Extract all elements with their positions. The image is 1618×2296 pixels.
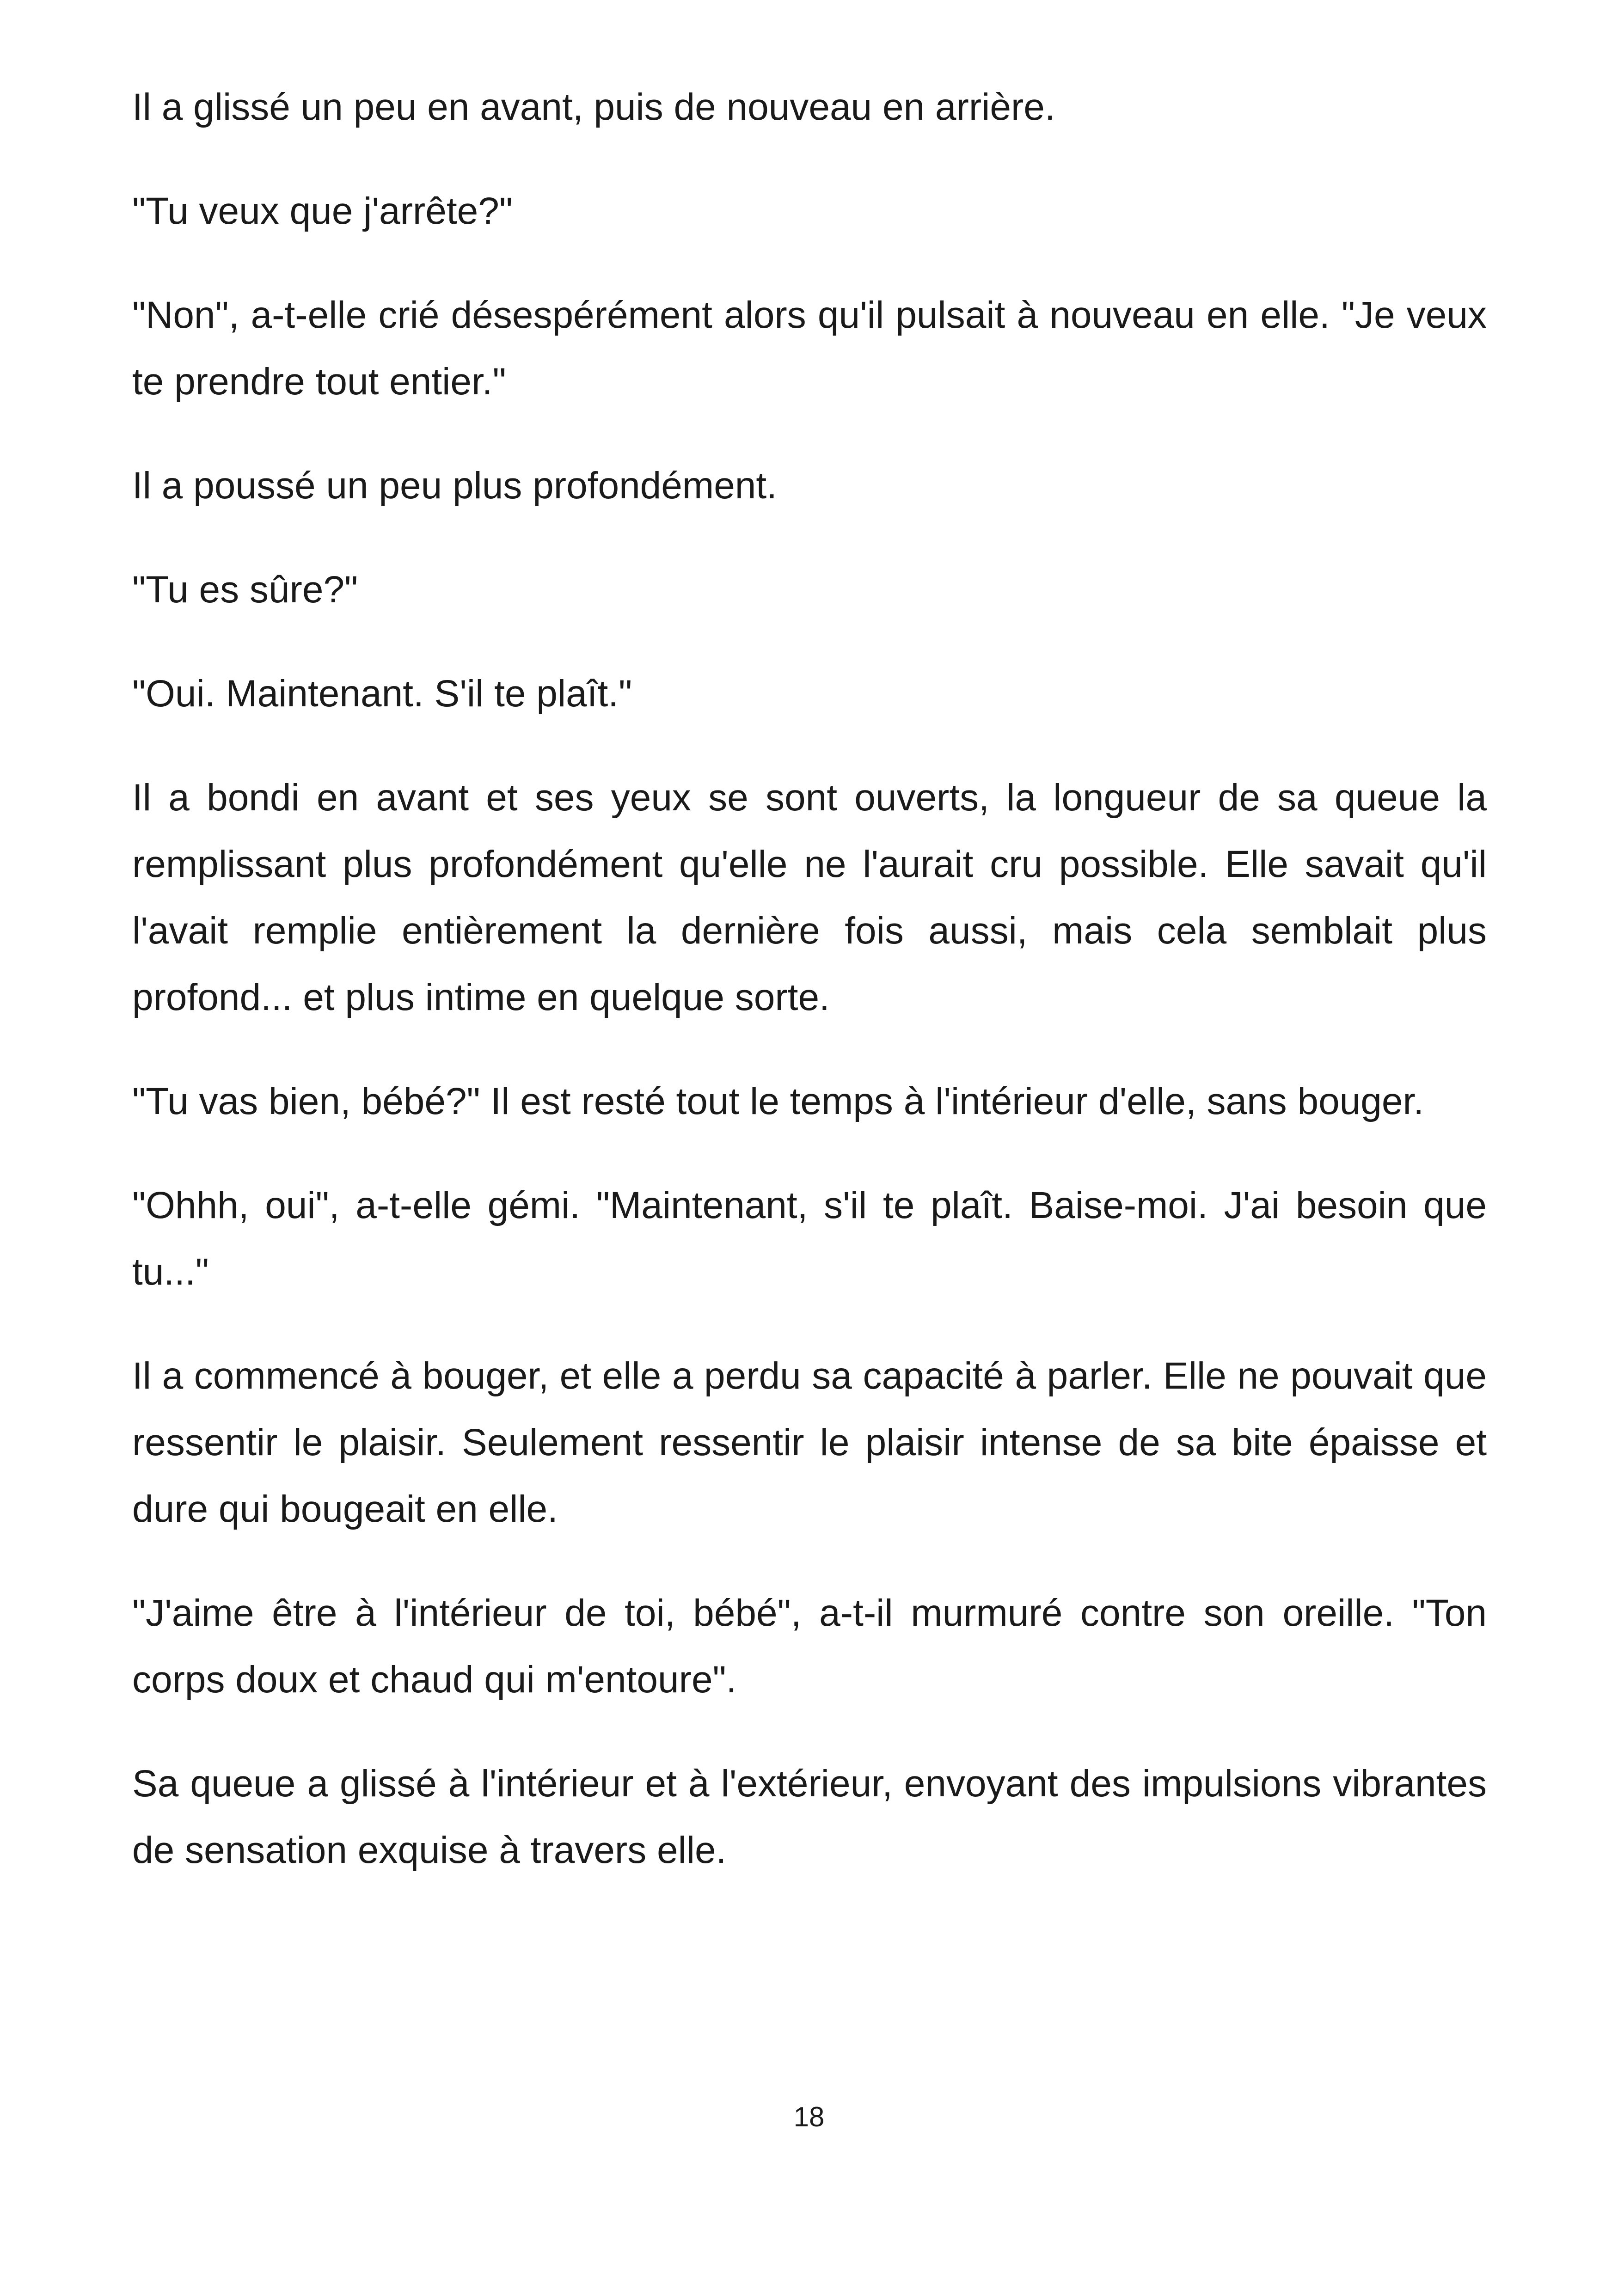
text-body: [132, 74, 1487, 1921]
paragraph: "J'aime être à l'intérieur de toi, bébé", a-t-il murmuré contre son oreille. "Ton corps doux et chaud qui m'entoure".: [132, 1592, 1487, 1701]
paragraph: "Tu vas bien, bébé?" Il est resté tout le temps à l'intérieur d'elle, sans bouger.: [132, 1080, 1424, 1122]
page-number: 18: [793, 2101, 825, 2132]
paragraph: Sa queue a glissé à l'intérieur et à l'extérieur, envoyant des impulsions vibrantes de sensation exquise à travers elle.: [132, 1763, 1487, 1871]
paragraph: Il a bondi en avant et ses yeux se sont ouverts, la longueur de sa queue la remplissant plus profondément qu'elle ne l'aurait cru possible. Elle savait qu'il l'avait remplie entièrement la dernière fois aussi, mais cela semblait plus profond... et plus intime en quelque sorte.: [132, 777, 1487, 1018]
paragraph: "Ohhh, oui", a-t-elle gémi. "Maintenant, s'il te plaît. Baise-moi. J'ai besoin que tu...": [132, 1184, 1487, 1293]
paragraph: Il a commencé à bouger, et elle a perdu sa capacité à parler. Elle ne pouvait que ressentir le plaisir. Seulement ressentir le plaisir intense de sa bite épaisse et dure qui bougeait en elle.: [132, 1355, 1487, 1530]
paragraph: "Oui. Maintenant. S'il te plaît.": [132, 673, 632, 715]
paragraph: "Tu es sûre?": [132, 569, 358, 611]
paragraph: "Tu veux que j'arrête?": [132, 190, 513, 232]
paragraph: Il a glissé un peu en avant, puis de nouveau en arrière.: [132, 86, 1055, 128]
paragraph: Il a poussé un peu plus profondément.: [132, 465, 777, 507]
paragraph: "Non", a-t-elle crié désespérément alors qu'il pulsait à nouveau en elle. "Je veux te prendre tout entier.": [132, 294, 1487, 403]
